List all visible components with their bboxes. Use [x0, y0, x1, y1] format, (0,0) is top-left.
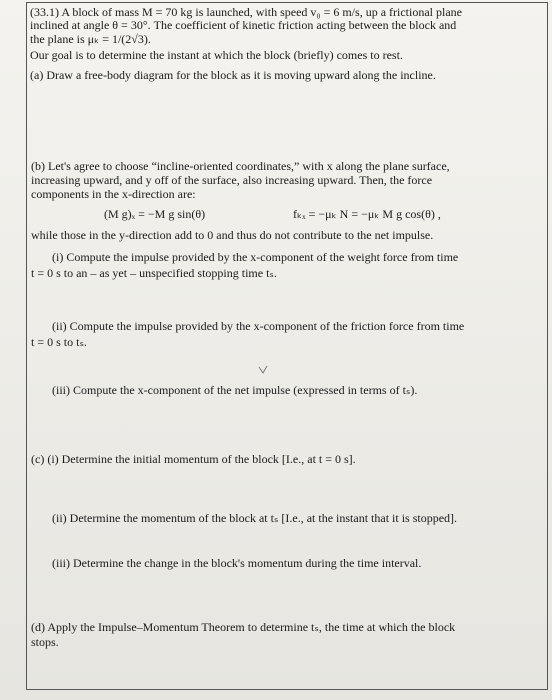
- part-b-i-line-1: (i) Compute the impulse provided by the x-component of the weight force from time: [52, 250, 459, 264]
- part-b-ii-line-1: (ii) Compute the impulse provided by the x-component of the friction force from time: [52, 319, 465, 333]
- part-b-line-1: (b) Let's agree to choose “incline-oriented coordinates,” with x along the plane surface,: [31, 159, 450, 173]
- intro-line-1: (33.1) A block of mass M = 70 kg is launched, with speed v₀ = 6 m/s, up a frictional plane: [30, 5, 462, 19]
- part-d-line-2: stops.: [31, 635, 59, 649]
- part-c-iii: (iii) Determine the change in the block's momentum during the time interval.: [52, 556, 422, 570]
- intro-goal: Our goal is to determine the instant at which the block (briefly) comes to rest.: [30, 48, 403, 62]
- part-b-line-3: components in the x-direction are:: [31, 187, 196, 201]
- part-b-iii: (iii) Compute the x-component of the net impulse (expressed in terms of tₛ).: [52, 383, 418, 397]
- part-c-ii: (ii) Determine the momentum of the block at tₛ [I.e., at the instant that it is stopped].: [52, 511, 458, 525]
- intro-line-2: inclined at angle θ = 30°. The coefficient of kinetic friction acting between the block and: [30, 18, 457, 32]
- part-b-line-2: increasing upward, and y off of the surface, also increasing upward. Then, the force: [31, 173, 433, 187]
- part-a-question: (a) Draw a free-body diagram for the block as it is moving upward along the incline.: [30, 68, 436, 82]
- pen-mark: [258, 365, 268, 375]
- friction-x-equation: fₖₓ = −μₖ N = −μₖ M g cos(θ) ,: [293, 207, 441, 221]
- part-b-ii-line-2: t = 0 s to tₛ.: [31, 335, 87, 349]
- part-c-i: (c) (i) Determine the initial momentum of the block [I.e., at t = 0 s].: [31, 452, 356, 466]
- intro-line-3: the plane is μₖ = 1/(2√3).: [30, 32, 151, 46]
- part-b-after: while those in the y-direction add to 0 and thus do not contribute to the net impulse.: [31, 228, 434, 242]
- weight-x-equation: (M g)ₓ = −M g sin(θ): [104, 207, 206, 221]
- problem-border: [26, 2, 548, 690]
- part-b-i-line-2: t = 0 s to an – as yet – unspecified stopping time tₛ.: [31, 266, 277, 280]
- part-d-line-1: (d) Apply the Impulse–Momentum Theorem to determine tₛ, the time at which the block: [31, 620, 456, 634]
